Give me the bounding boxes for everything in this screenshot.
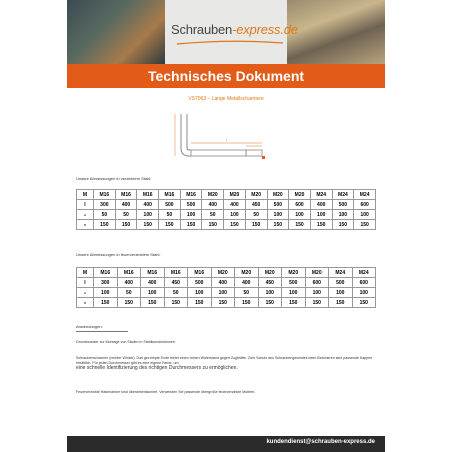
table-cell: 50 — [94, 210, 116, 220]
table-cell: 150 — [332, 220, 354, 230]
table-header-cell: M16 — [117, 268, 141, 278]
screws-photo — [287, 0, 385, 64]
table-row-label: B — [77, 298, 94, 308]
logo-swoosh — [175, 40, 285, 46]
table-header-cell: M16 — [94, 190, 116, 200]
table-cell: 100 — [188, 288, 212, 298]
table-cell: 100 — [329, 288, 353, 298]
table-cell: 400 — [224, 200, 246, 210]
table-cell: 150 — [94, 220, 116, 230]
hot-dip-galvanized-table — [76, 267, 376, 308]
table-header-cell: M24 — [352, 268, 376, 278]
table-header-cell: M20 — [211, 268, 235, 278]
table-cell: 50 — [235, 288, 259, 298]
table-cell: 50 — [115, 210, 137, 220]
document-page — [67, 0, 385, 452]
header-banner — [67, 0, 385, 64]
tools-photo — [67, 0, 165, 64]
table-cell: 150 — [211, 298, 235, 308]
table-row — [77, 200, 376, 210]
table-row-label: l — [77, 200, 94, 210]
table-header-cell: M20 — [258, 268, 282, 278]
table-header-cell: M16 — [159, 190, 181, 200]
table-cell: 150 — [224, 220, 246, 230]
table-cell: 150 — [202, 220, 224, 230]
table-cell: 150 — [329, 298, 353, 308]
table-cell: 450 — [164, 278, 188, 288]
table-cell: 100 — [94, 288, 118, 298]
table-cell: 400 — [115, 200, 137, 210]
table-cell: 150 — [115, 220, 137, 230]
table-header-cell: M16 — [137, 190, 159, 200]
table-header-cell: M20 — [289, 190, 311, 200]
product-subtitle: VS7063 – Lange Metallscharniere — [188, 96, 264, 102]
table-cell: 100 — [224, 210, 246, 220]
table-cell: 400 — [211, 278, 235, 288]
table-cell: 150 — [141, 298, 165, 308]
table-cell: 400 — [137, 200, 159, 210]
table-cell: 150 — [159, 220, 181, 230]
table-cell: 50 — [164, 288, 188, 298]
table-cell: 600 — [352, 278, 376, 288]
table-cell: 100 — [332, 210, 354, 220]
table-header-cell: M20 — [245, 190, 267, 200]
table-header-cell: M20 — [282, 268, 306, 278]
table-header-cell: M24 — [310, 190, 332, 200]
table-header-cell: M20 — [202, 190, 224, 200]
table-header-cell: M16 — [180, 190, 202, 200]
table-cell: 50 — [159, 210, 181, 220]
table1-caption: Unsere Abmessungen in verzinktem Stahl: — [76, 176, 152, 181]
table-header-cell: M24 — [332, 190, 354, 200]
table-corner-cell: M — [77, 190, 94, 200]
table-header-cell: M16 — [188, 268, 212, 278]
table-cell: 500 — [159, 200, 181, 210]
table-cell: 500 — [329, 278, 353, 288]
usage-paragraph-2-emphasis: eine schnelle Identifizierung des richtigen Durchmessers zu ermöglichen. — [76, 365, 238, 371]
table-cell: 450 — [245, 200, 267, 210]
table-row-label: l — [77, 278, 94, 288]
table-cell: 150 — [245, 220, 267, 230]
usage-heading: Anwendungen: — [76, 324, 103, 329]
table-cell: 150 — [352, 298, 376, 308]
table-cell: 500 — [332, 200, 354, 210]
table-cell: 100 — [258, 288, 282, 298]
table-cell: 400 — [202, 200, 224, 210]
table-header-cell: M16 — [141, 268, 165, 278]
table-cell: 150 — [188, 298, 212, 308]
dimension-l-label: l — [226, 138, 227, 142]
table-cell: 400 — [117, 278, 141, 288]
table-cell: 600 — [289, 200, 311, 210]
table-header-cell: M16 — [115, 190, 137, 200]
table-cell: 150 — [94, 298, 118, 308]
table-cell: 100 — [354, 210, 376, 220]
table-cell: 50 — [117, 288, 141, 298]
table-cell: 300 — [94, 200, 116, 210]
table-row — [77, 220, 376, 230]
footer-bar — [67, 436, 385, 452]
table-header-cell: M20 — [267, 190, 289, 200]
table-cell: 100 — [305, 288, 329, 298]
table-cell: 150 — [258, 298, 282, 308]
table-cell: 100 — [352, 288, 376, 298]
table-cell: 100 — [310, 210, 332, 220]
table-row-label: H — [77, 288, 94, 298]
table-header-cell: M24 — [329, 268, 353, 278]
table-cell: 100 — [282, 288, 306, 298]
table-cell: 150 — [164, 298, 188, 308]
table-cell: 600 — [354, 200, 376, 210]
table-cell: 100 — [289, 210, 311, 220]
table-row — [77, 288, 376, 298]
table-header-cell: M24 — [354, 190, 376, 200]
table-cell: 150 — [267, 220, 289, 230]
table-header-cell: M16 — [164, 268, 188, 278]
table-cell: 300 — [94, 278, 118, 288]
table-cell: 500 — [188, 278, 212, 288]
usage-paragraph-3: Feuerverzinkte Hakenanker sind überdimensioniert. Verwenden Sie passende übergroße feuerverzinkte Muttern. — [76, 390, 256, 394]
table-row — [77, 210, 376, 220]
table-header-cell: M20 — [305, 268, 329, 278]
support-email: kundendienst@schrauben-express.de — [266, 439, 375, 445]
table-header-cell: M16 — [94, 268, 118, 278]
table-cell: 600 — [305, 278, 329, 288]
table-cell: 500 — [180, 200, 202, 210]
galvanized-steel-table — [76, 189, 376, 230]
table-header-row — [77, 190, 376, 200]
table-cell: 400 — [310, 200, 332, 210]
table-cell: 150 — [310, 220, 332, 230]
table-cell: 50 — [202, 210, 224, 220]
table-cell: 100 — [137, 210, 159, 220]
table-cell: 500 — [267, 200, 289, 210]
table-cell: 150 — [180, 220, 202, 230]
usage-paragraph-2-text: Schraubenscharnier (rechter Winkel). Das gecrimpte Ende bietet einen hohen Widerstand gegen Zugkräfte. Zum Schutz des Schraubengewindes beim Betonieren sind passende Kappen erhältlich. Für jeden Durchmesser gibt es eine eigene Farbe, um — [76, 356, 373, 365]
table-cell: 400 — [141, 278, 165, 288]
table-row-label: H — [77, 210, 94, 220]
document-title: Technisches Dokument — [67, 64, 385, 88]
brand-logo: Schrauben-express.de — [171, 22, 298, 37]
table-cell: 100 — [180, 210, 202, 220]
table-cell: 100 — [211, 288, 235, 298]
table-cell: 450 — [258, 278, 282, 288]
table-cell: 150 — [282, 298, 306, 308]
table-header-cell: M20 — [235, 268, 259, 278]
table-row — [77, 278, 376, 288]
table-corner-cell: M — [77, 268, 94, 278]
usage-rule — [76, 331, 128, 332]
table-header-cell: M20 — [224, 190, 246, 200]
table-cell: 150 — [354, 220, 376, 230]
table-row — [77, 298, 376, 308]
table-cell: 150 — [305, 298, 329, 308]
table-cell: 100 — [267, 210, 289, 220]
table-cell: 400 — [235, 278, 259, 288]
hinge-technical-drawing — [151, 106, 291, 160]
table-cell: 100 — [141, 288, 165, 298]
table-header-row — [77, 268, 376, 278]
table-row-label: B — [77, 220, 94, 230]
table-cell: 50 — [245, 210, 267, 220]
usage-paragraph-2 — [76, 356, 376, 371]
table2-caption: Unsere Abmessungen in feuerverzinktem Stahl: — [76, 252, 161, 257]
table-cell: 150 — [235, 298, 259, 308]
table-cell: 150 — [289, 220, 311, 230]
table-cell: 150 — [137, 220, 159, 230]
usage-paragraph-1: Grundscanker zur Montage von Säulen in Stahlkonstruktionen. — [76, 340, 176, 344]
table-cell: 500 — [282, 278, 306, 288]
table-cell: 150 — [117, 298, 141, 308]
